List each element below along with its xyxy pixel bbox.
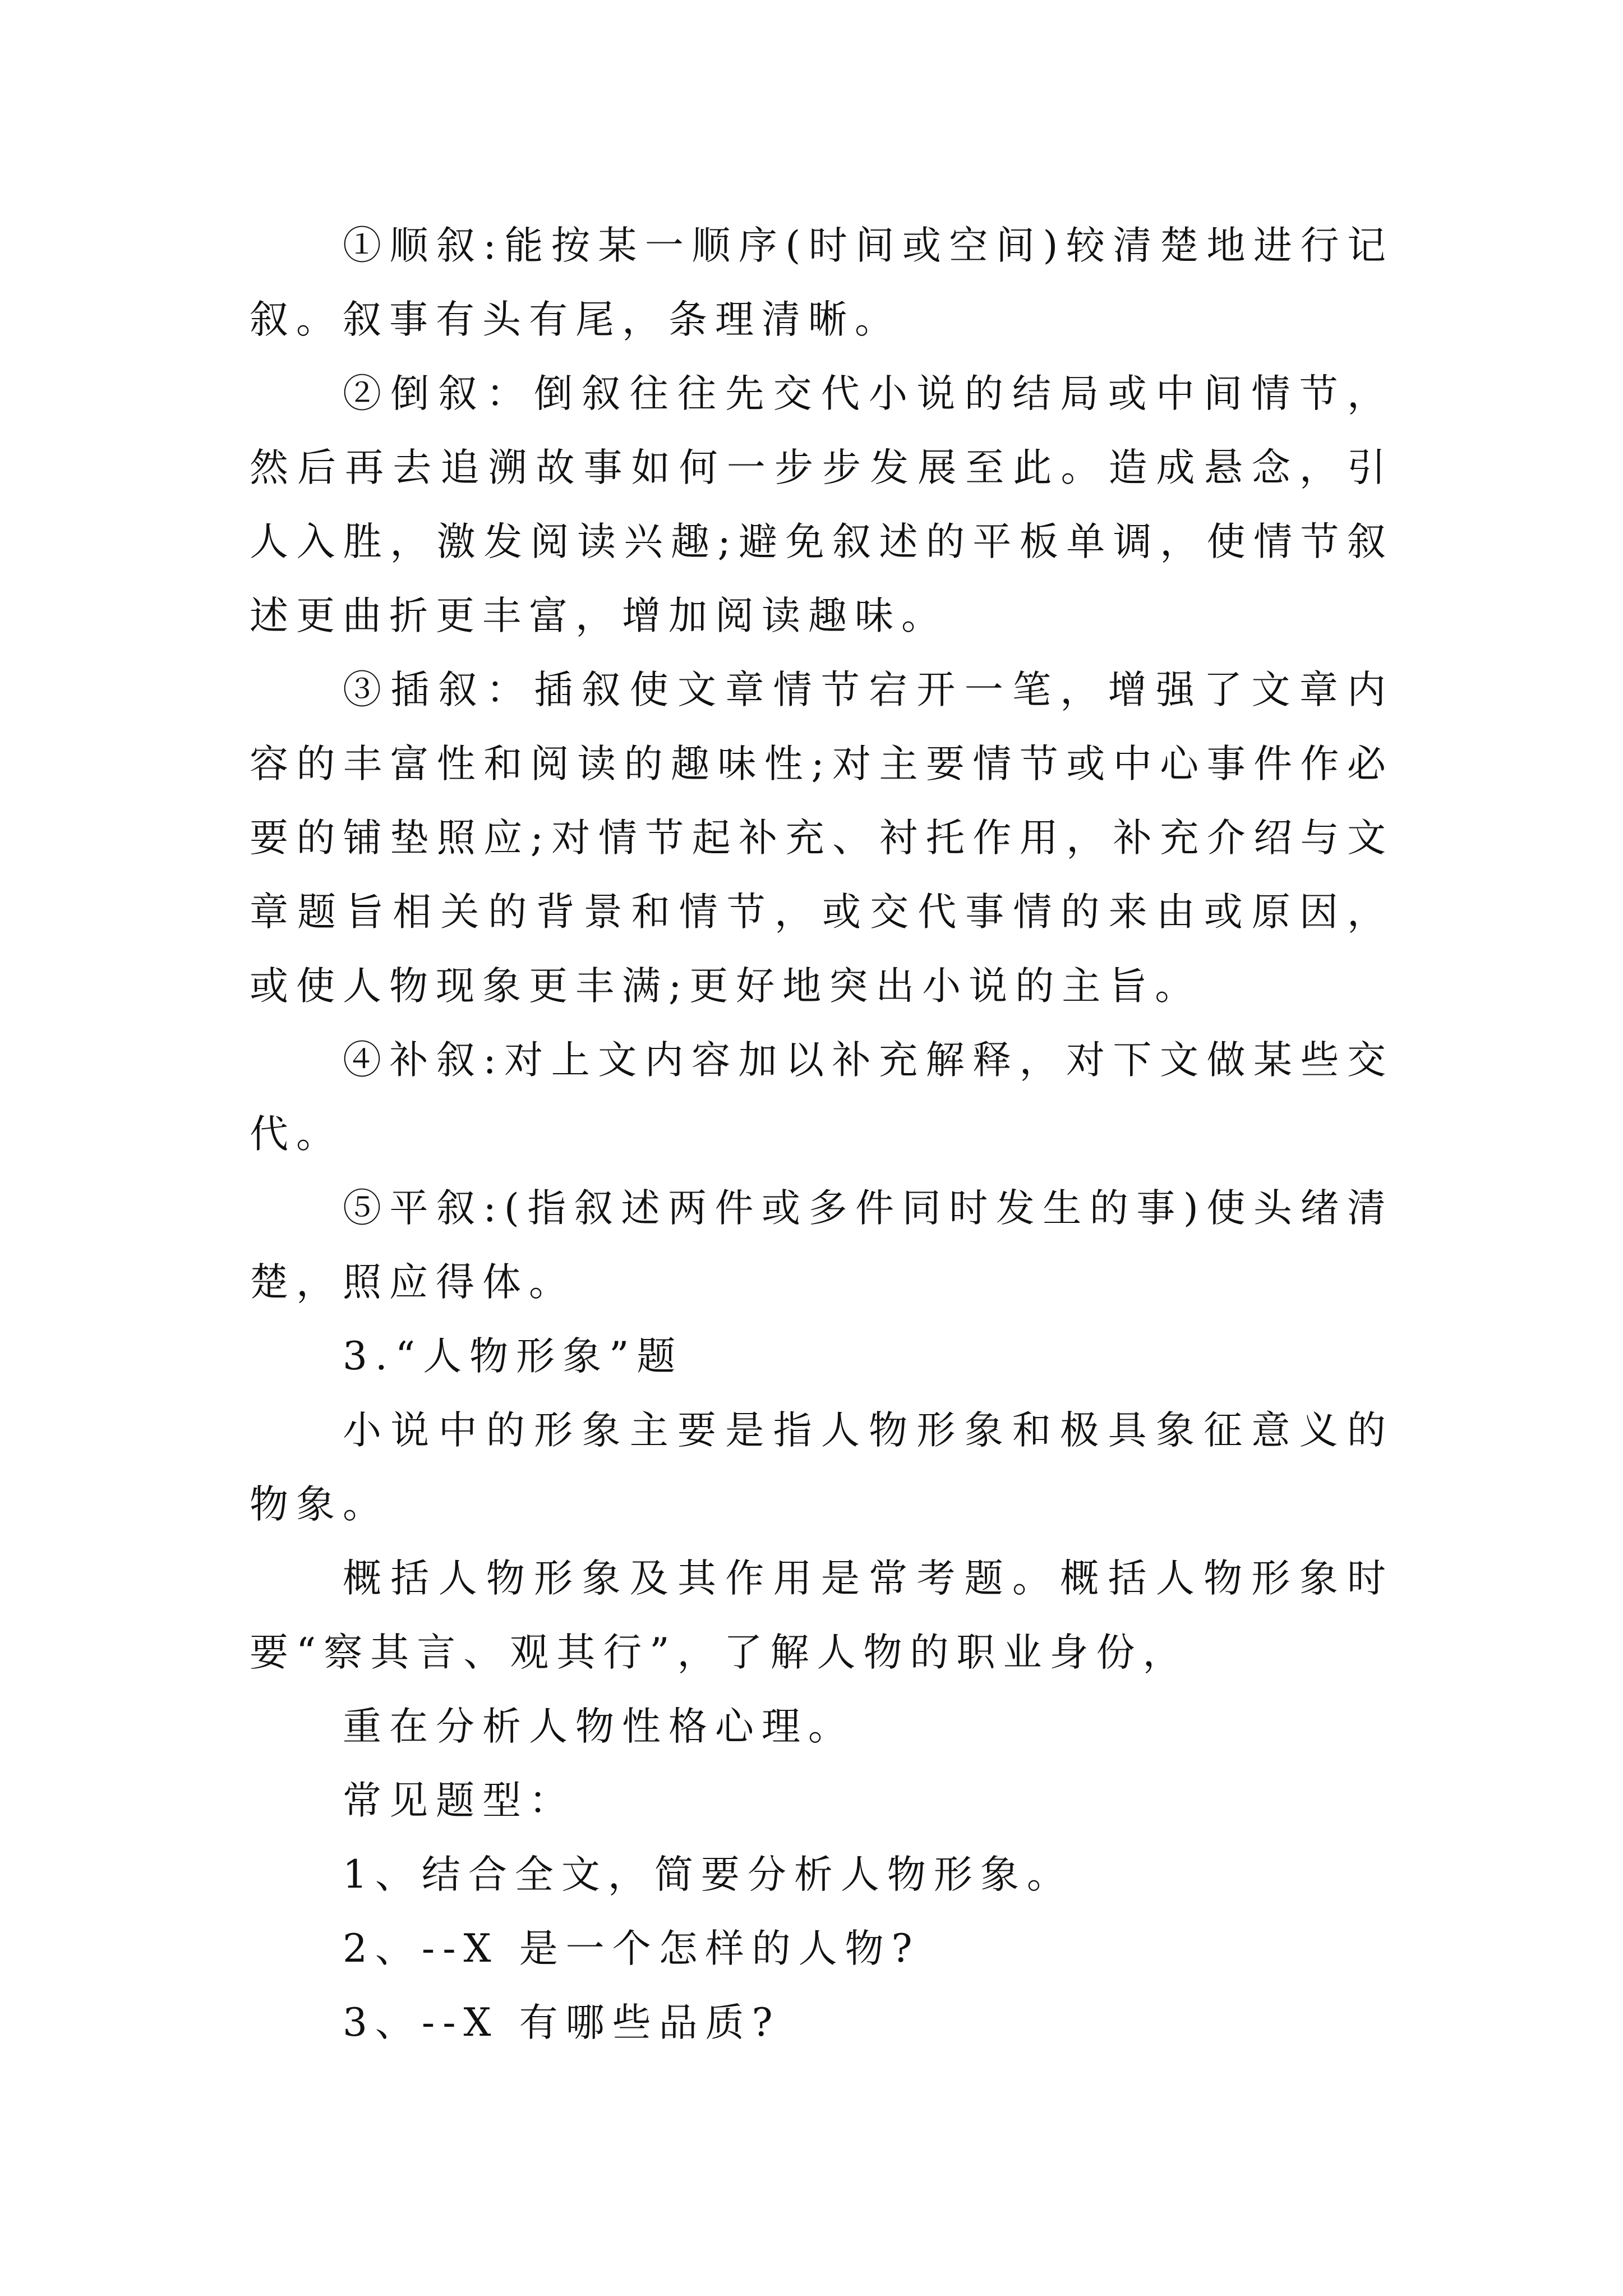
paragraph-summary-method: 概括人物形象及其作用是常考题。概括人物形象时要“察其言、观其行”，了解人物的职业身份， (250, 1556, 1394, 1675)
paragraph-pingxu: ⑤平叙:(指叙述两件或多件同时发生的事)使头绪清楚，照应得体。 (250, 1186, 1394, 1305)
paragraph-analysis-focus: 重在分析人物性格心理。 (343, 1704, 855, 1749)
list-item-question-3: 3、--X 有哪些品质? (343, 2000, 781, 2045)
paragraph-buxu: ④补叙:对上文内容加以补充解释，对下文做某些交代。 (250, 1038, 1394, 1157)
list-item-question-2: 2、--X 是一个怎样的人物? (343, 1926, 920, 1971)
paragraph-question-types-label: 常见题型： (343, 1778, 575, 1823)
paragraph-image-definition: 小说中的形象主要是指人物形象和极具象征意义的物象。 (250, 1408, 1394, 1527)
list-item-question-1: 1、结合全文，简要分析人物形象。 (343, 1852, 1073, 1897)
paragraph-daoxu: ②倒叙：倒叙往往先交代小说的结局或中间情节，然后再去追溯故事如何一步步发展至此。造成悬念，引人入胜，激发阅读兴趣;避免叙述的平板单调，使情节叙述更曲折更丰富，增加阅读趣味。 (250, 371, 1394, 638)
paragraph-shunxu: ①顺叙:能按某一顺序(时间或空间)较清楚地进行记叙。叙事有头有尾，条理清晰。 (250, 223, 1394, 342)
section-heading-character: 3.“人物形象”题 (343, 1334, 684, 1379)
document-body (250, 209, 1394, 2060)
paragraph-chaxu: ③插叙：插叙使文章情节宕开一笔，增强了文章内容的丰富性和阅读的趣味性;对主要情节或中心事件作必要的铺垫照应;对情节起补充、衬托作用，补充介绍与文章题旨相关的背景和情节，或交代事情的来由或原因，或使人物现象更丰满;更好地突出小说的主旨。 (250, 668, 1394, 1009)
